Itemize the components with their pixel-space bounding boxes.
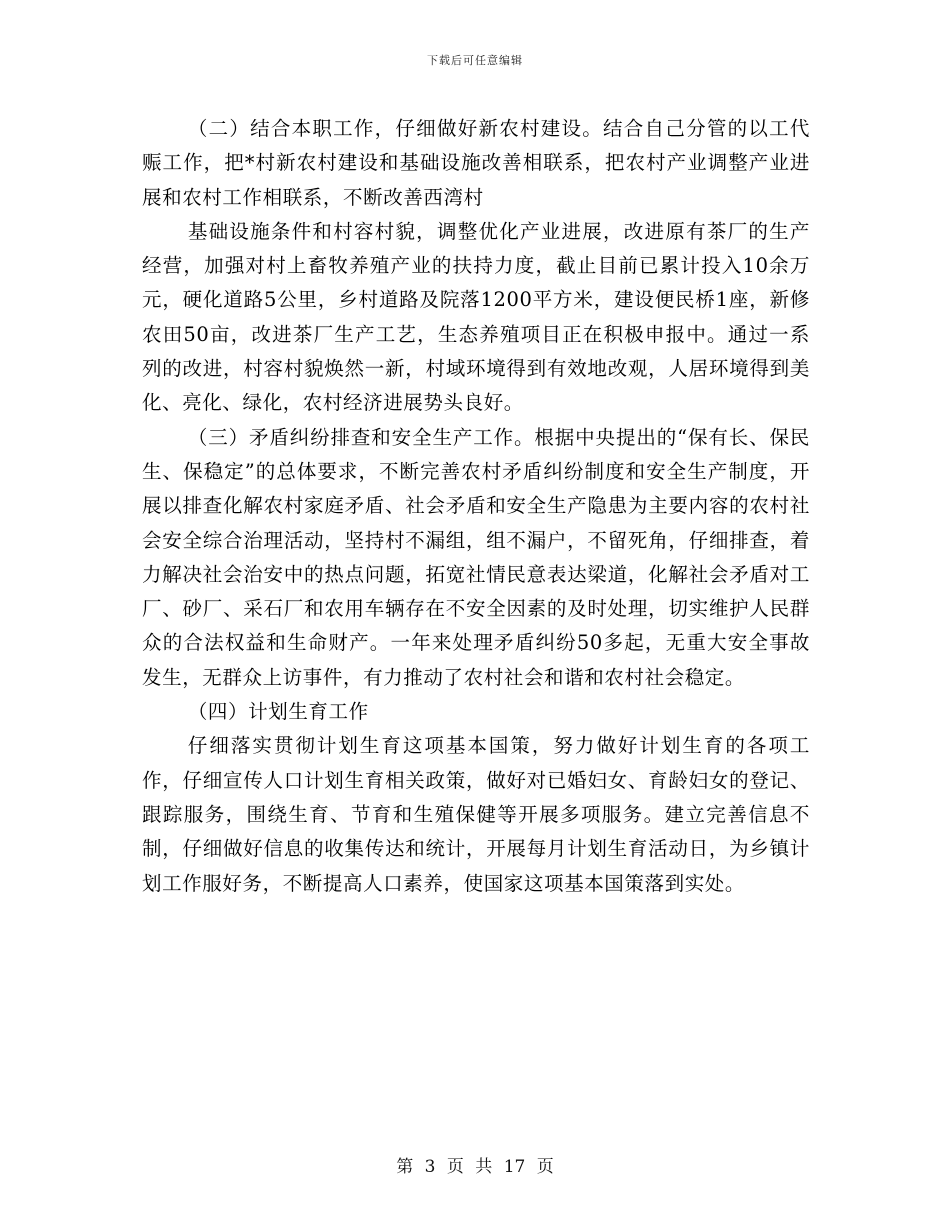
page-header: 下载后可任意编辑 (427, 54, 523, 67)
paragraph-2-new-rural-construction: （二）结合本职工作，仔细做好新农村建设。结合自己分管的以工代赈工作，把*村新农村建设和基础设施改善相联系，把农村产业调整产业进展和农村工作相联系，不断改善西湾村 (142, 117, 810, 209)
paragraph-family-planning: 仔细落实贯彻计划生育这项基本国策，努力做好计划生育的各项工作，仔细宣传人口计划生育相关政策，做好对已婚妇女、育龄妇女的登记、跟踪服务，围绕生育、节育和生殖保健等开展多项服务。建立完善信息不制，仔细做好信息的收集传达和统计，开展每月计划生育活动日，为乡镇计划工作服好务，不断提高人口素养，使国家这项基本国策落到实处。 (142, 734, 810, 895)
section-heading-family-planning: （四）计划生育工作 (187, 700, 369, 724)
paragraph-3-dispute-and-safety: （三）矛盾纠纷排查和安全生产工作。根据中央提出的“保有长、保民生、保稳定”的总体要求，不断完善农村矛盾纠纷制度和安全生产制度，开展以排查化解农村家庭矛盾、社会矛盾和安全生产隐患为主要内容的农村社会安全综合治理活动，坚持村不漏组，组不漏户，不留死角，仔细排查，着力解决社会治安中的热点问题，拓宽社情民意表达梁道，化解社会矛盾对工厂、砂厂、采石厂和农用车辆存在不安全因素的及时处理，切实维护人民群众的合法权益和生命财产。一年来处理矛盾纠纷50多起，无重大安全事故发生，无群众上访事件，有力推动了农村社会和谐和农村社会稳定。 (142, 425, 810, 689)
page-number-footer: 第 3 页 共 17 页 (396, 1157, 554, 1177)
paragraph-infrastructure: 基础设施条件和村容村貌，调整优化产业进展，改进原有茶厂的生产经营，加强对村上畜牧养殖产业的扶持力度，截止目前已累计投入10余万元，硬化道路5公里，乡村道路及院落1200平方米，建设便民桥1座，新修农田50亩，改进茶厂生产工艺，生态养殖项目正在积极申报中。通过一系列的改进，村容村貌焕然一新，村域环境得到有效地改观，人居环境得到美化、亮化、绿化，农村经济进展势头良好。 (142, 219, 810, 415)
document-body (142, 112, 810, 901)
